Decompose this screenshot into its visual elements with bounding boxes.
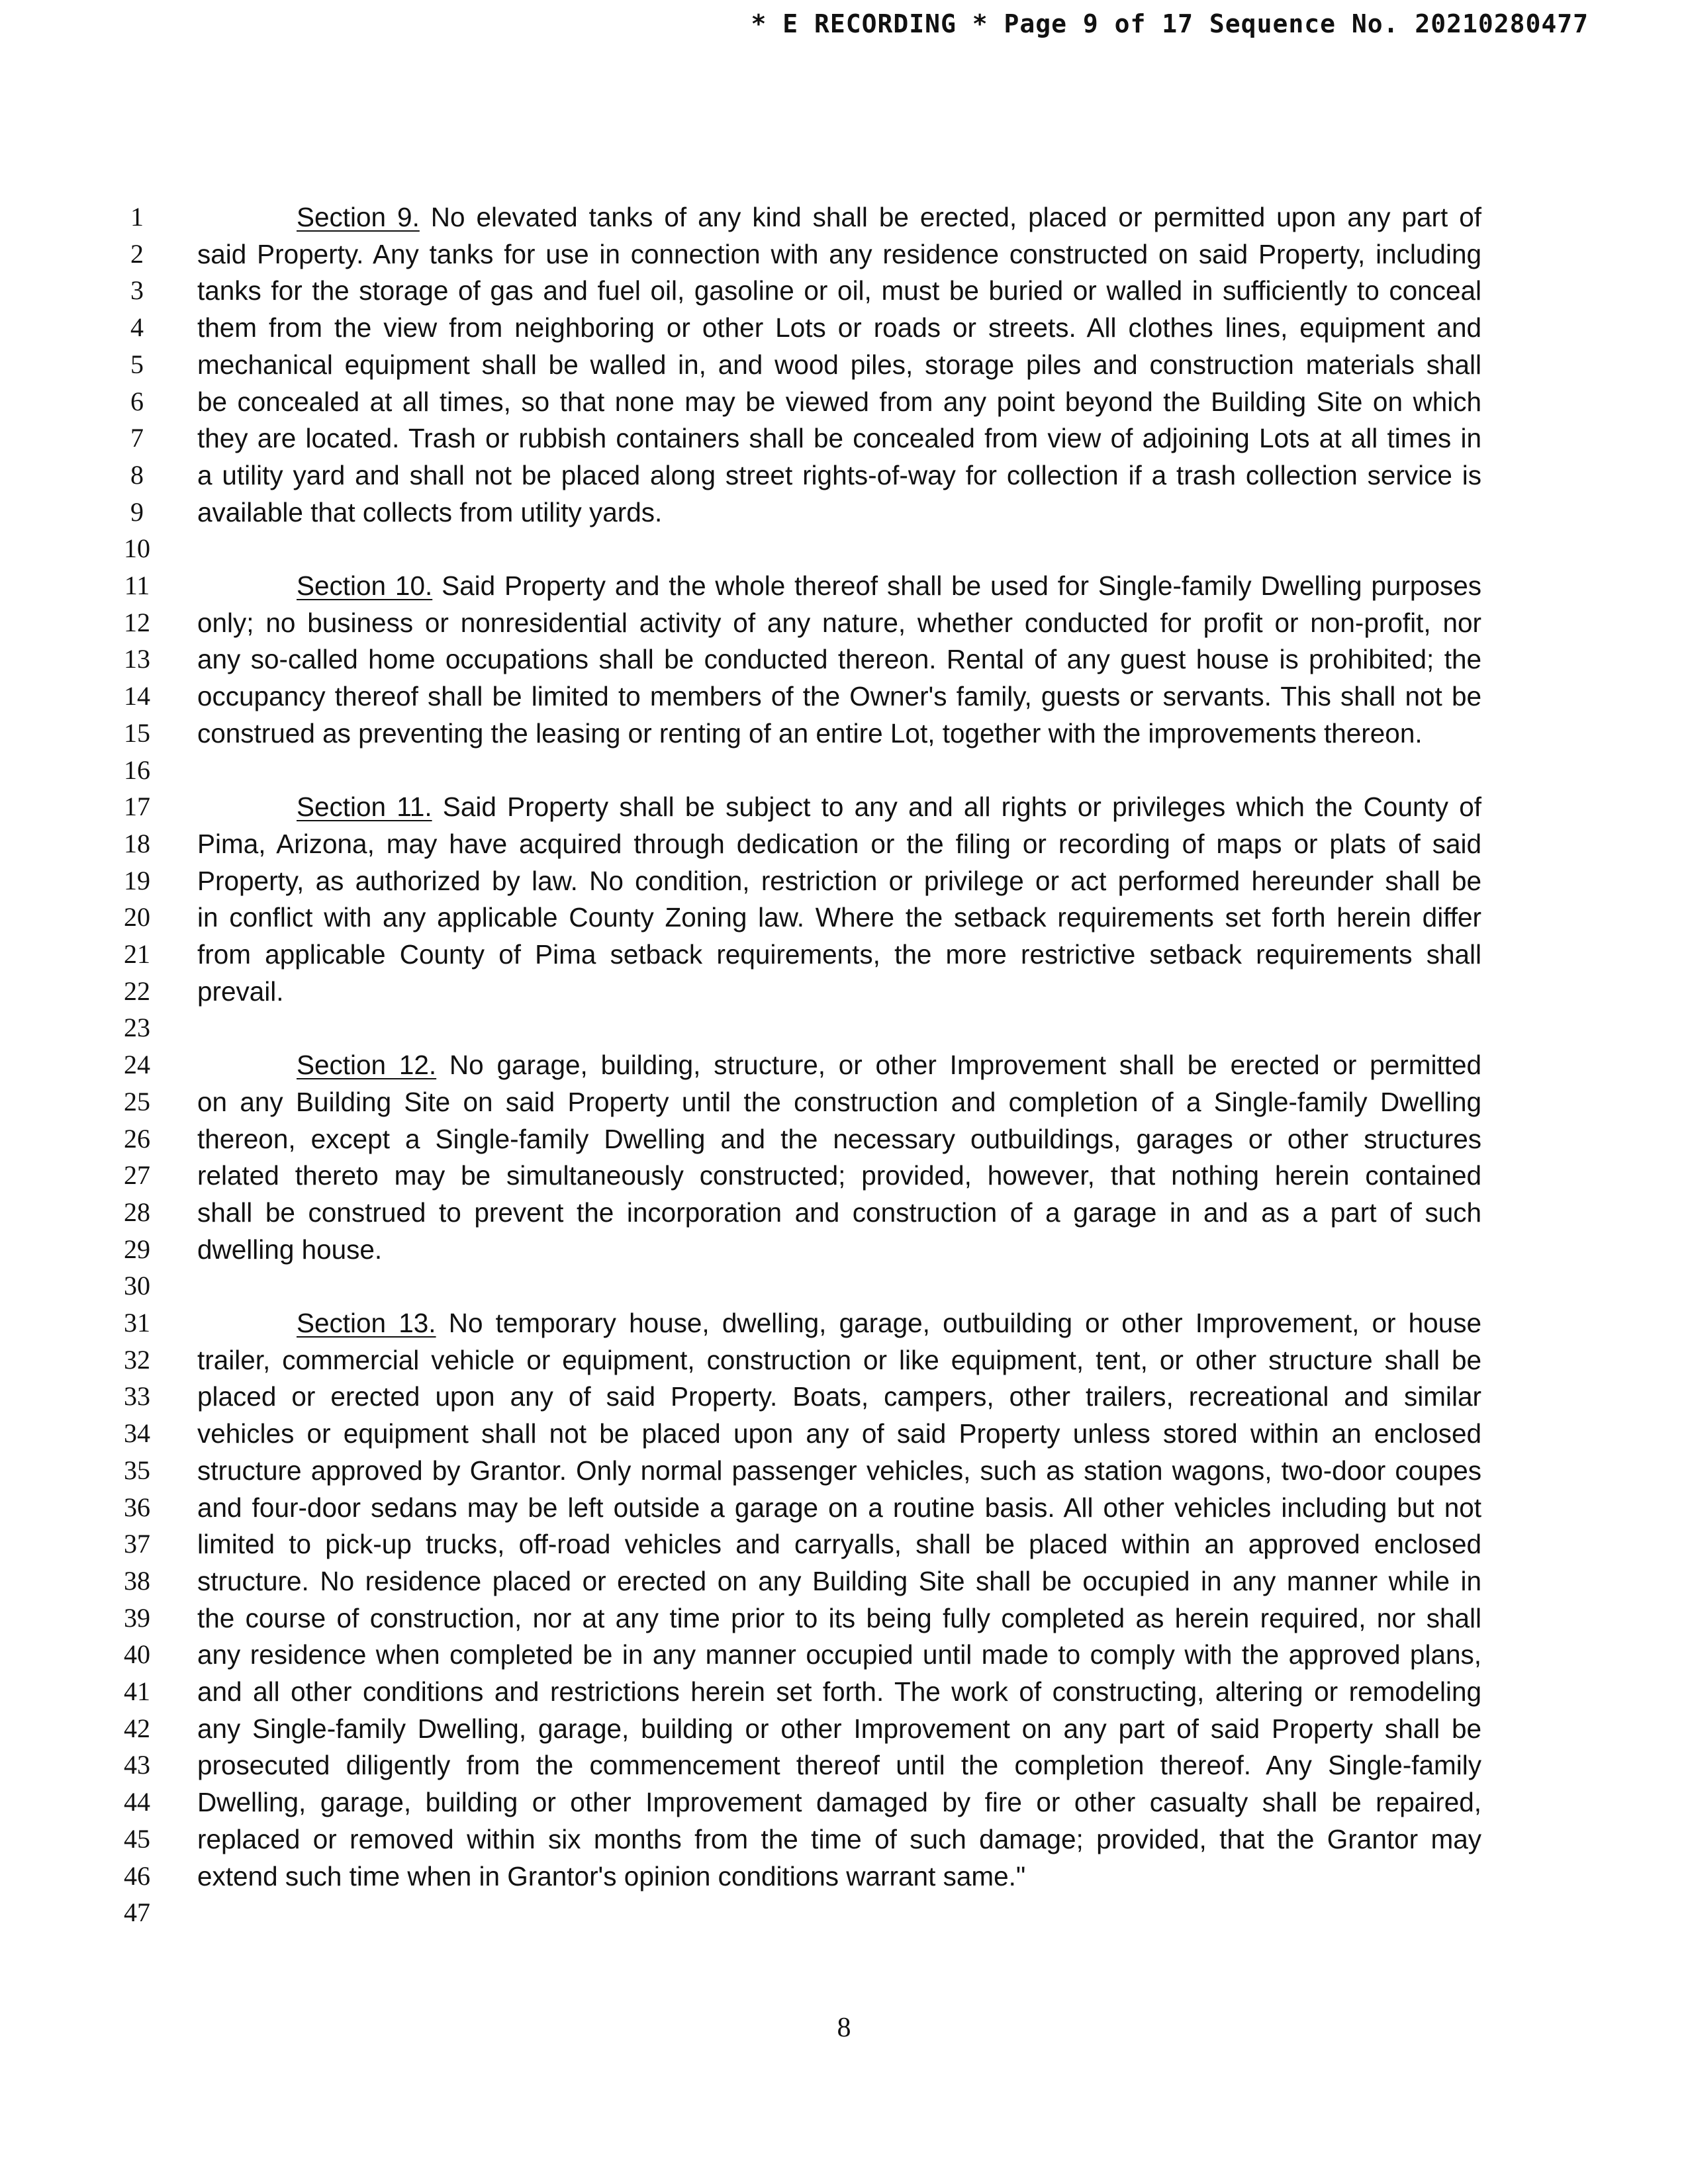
line-number: 14 xyxy=(124,681,150,711)
text-line: structure. No residence placed or erected on any Building Site shall be occupied in any manner while in xyxy=(197,1565,1481,1596)
line-number: 22 xyxy=(124,976,150,1006)
section-heading: Section 11. xyxy=(297,792,432,823)
section-text: No elevated tanks of any kind shall be erected, placed or permitted upon any part of xyxy=(419,202,1481,232)
text-line: available that collects from utility yards. xyxy=(197,496,663,527)
line-number: 20 xyxy=(124,902,150,933)
text-line: Pima, Arizona, may have acquired through dedication or the filing or recording of maps or plats of said xyxy=(197,828,1481,859)
page-number: 8 xyxy=(837,2013,851,2043)
line-number: 17 xyxy=(124,792,150,822)
text-line: from applicable County of Pima setback requirements, the more restrictive setback requirements shall xyxy=(197,939,1481,970)
section-first-line xyxy=(197,1046,1481,1083)
text-line: shall be construed to prevent the incorporation and construction of a garage in and as a part of such xyxy=(197,1197,1481,1228)
line-number: 45 xyxy=(124,1823,150,1854)
text-line: they are located. Trash or rubbish containers shall be concealed from view of adjoining Lots at all times in xyxy=(197,423,1481,454)
line-number: 25 xyxy=(124,1086,150,1116)
text-line: occupancy thereof shall be limited to members of the Owner's family, guests or servants. This shall not be xyxy=(197,681,1481,712)
section-first-line xyxy=(197,199,1481,236)
section-text: No garage, building, structure, or other Improvement shall be erected or permitted xyxy=(436,1050,1482,1081)
text-line: related thereto may be simultaneously constructed; provided, however, that nothing herein contained xyxy=(197,1160,1481,1191)
line-number: 38 xyxy=(124,1565,150,1596)
line-number: 13 xyxy=(124,644,150,674)
line-number: 33 xyxy=(124,1381,150,1412)
line-number: 2 xyxy=(130,238,144,269)
text-line: dwelling house. xyxy=(197,1234,383,1265)
line-number: 26 xyxy=(124,1123,150,1154)
line-number: 6 xyxy=(130,386,144,416)
text-line: prevail. xyxy=(197,976,284,1007)
line-number: 11 xyxy=(124,570,150,600)
text-line: and all other conditions and restrictions herein set forth. The work of constructing, altering or remodeling xyxy=(197,1676,1481,1707)
section-heading: Section 10. xyxy=(297,570,433,601)
text-line: any Single-family Dwelling, garage, building or other Improvement on any part of said Property shall be xyxy=(197,1713,1481,1744)
text-line: the course of construction, nor at any time prior to its being fully completed as herein required, nor shall xyxy=(197,1602,1481,1633)
text-line: and four-door sedans may be left outside a garage on a routine basis. All other vehicles including but not xyxy=(197,1492,1481,1523)
section-first-line xyxy=(197,788,1481,825)
text-line: replaced or removed within six months from the time of such damage; provided, that the Grantor may xyxy=(197,1823,1481,1854)
text-line: mechanical equipment shall be walled in, and wood piles, storage piles and construction materials shall xyxy=(197,349,1481,380)
line-number: 23 xyxy=(124,1013,150,1043)
text-line: limited to pick-up trucks, off-road vehicles and carryalls, shall be placed within an approved enclosed xyxy=(197,1529,1481,1560)
line-number: 18 xyxy=(124,828,150,858)
text-line: any so-called home occupations shall be conducted thereon. Rental of any guest house is prohibited; the xyxy=(197,644,1481,675)
text-line: construed as preventing the leasing or renting of an entire Lot, together with the improvements thereon. xyxy=(197,717,1423,749)
text-line: any residence when completed be in any manner occupied until made to comply with the approved plans, xyxy=(197,1639,1481,1670)
line-number: 29 xyxy=(124,1234,150,1264)
text-line: vehicles or equipment shall not be placed upon any of said Property unless stored within an enclosed xyxy=(197,1418,1481,1449)
section-first-line xyxy=(197,567,1481,604)
text-line: be concealed at all times, so that none may be viewed from any point beyond the Building Site on which xyxy=(197,386,1481,417)
text-line: prosecuted diligently from the commencement thereof until the completion thereof. Any Single-family xyxy=(197,1750,1481,1781)
line-number: 39 xyxy=(124,1602,150,1633)
line-number: 47 xyxy=(124,1897,150,1928)
line-number: 40 xyxy=(124,1639,150,1670)
line-number: 27 xyxy=(124,1160,150,1191)
line-number: 5 xyxy=(130,349,144,379)
text-line: structure approved by Grantor. Only normal passenger vehicles, such as station wagons, two-door coupes xyxy=(197,1455,1481,1486)
text-line: on any Building Site on said Property until the construction and completion of a Single-family Dwelling xyxy=(197,1086,1481,1117)
line-number: 3 xyxy=(130,275,144,306)
line-number: 28 xyxy=(124,1197,150,1227)
line-number: 8 xyxy=(130,459,144,490)
text-line: said Property. Any tanks for use in connection with any residence constructed on said Property, including xyxy=(197,238,1481,269)
text-line: Dwelling, garage, building or other Improvement damaged by fire or other casualty shall be repaired, xyxy=(197,1787,1481,1818)
line-number: 21 xyxy=(124,939,150,969)
text-line: them from the view from neighboring or other Lots or roads or streets. All clothes lines, equipment and xyxy=(197,312,1481,343)
line-number: 41 xyxy=(124,1676,150,1706)
line-number: 36 xyxy=(124,1492,150,1522)
section-heading: Section 12. xyxy=(297,1050,437,1081)
section-text: Said Property shall be subject to any and all rights or privileges which the County of xyxy=(432,792,1481,823)
line-number: 16 xyxy=(124,754,150,785)
line-number: 43 xyxy=(124,1750,150,1780)
line-number: 12 xyxy=(124,607,150,637)
section-text: Said Property and the whole thereof shall be used for Single-family Dwelling purposes xyxy=(432,570,1481,601)
section-text: No temporary house, dwelling, garage, outbuilding or other Improvement, or house xyxy=(436,1308,1482,1338)
text-line: extend such time when in Grantor's opinion conditions warrant same." xyxy=(197,1860,1026,1891)
text-line: thereon, except a Single-family Dwelling and the necessary outbuildings, garages or other structures xyxy=(197,1123,1481,1154)
text-line: placed or erected upon any of said Property. Boats, campers, other trailers, recreational and similar xyxy=(197,1381,1481,1412)
line-number: 7 xyxy=(130,423,144,453)
line-number: 37 xyxy=(124,1529,150,1559)
line-number: 35 xyxy=(124,1455,150,1485)
line-number: 4 xyxy=(130,312,144,343)
line-number: 32 xyxy=(124,1344,150,1375)
section-heading: Section 13. xyxy=(297,1308,436,1338)
text-line: only; no business or nonresidential activity of any nature, whether conducted for profit or non-profit, nor xyxy=(197,607,1481,638)
line-number: 34 xyxy=(124,1418,150,1449)
section-first-line xyxy=(197,1304,1481,1342)
text-line: trailer, commercial vehicle or equipment, construction or like equipment, tent, or other structure shall be xyxy=(197,1344,1481,1375)
line-number: 1 xyxy=(130,202,144,232)
text-line: a utility yard and shall not be placed along street rights-of-way for collection if a trash collection service is xyxy=(197,459,1481,490)
line-number: 46 xyxy=(124,1860,150,1891)
section-heading: Section 9. xyxy=(297,202,420,232)
text-line: Property, as authorized by law. No condition, restriction or privilege or act performed hereunder shall be xyxy=(197,865,1481,896)
line-number: 9 xyxy=(130,496,144,527)
line-number: 15 xyxy=(124,717,150,748)
line-number: 42 xyxy=(124,1713,150,1743)
line-number: 19 xyxy=(124,865,150,895)
line-number: 30 xyxy=(124,1271,150,1301)
line-number: 10 xyxy=(124,533,150,564)
line-number: 44 xyxy=(124,1787,150,1817)
text-line: tanks for the storage of gas and fuel oil, gasoline or oil, must be buried or walled in sufficiently to conceal xyxy=(197,275,1481,306)
line-number: 31 xyxy=(124,1308,150,1338)
recording-header: * E RECORDING * Page 9 of 17 Sequence No. 20210280477 xyxy=(751,9,1589,38)
text-line: in conflict with any applicable County Zoning law. Where the setback requirements set forth herein differ xyxy=(197,902,1481,933)
line-number: 24 xyxy=(124,1050,150,1080)
